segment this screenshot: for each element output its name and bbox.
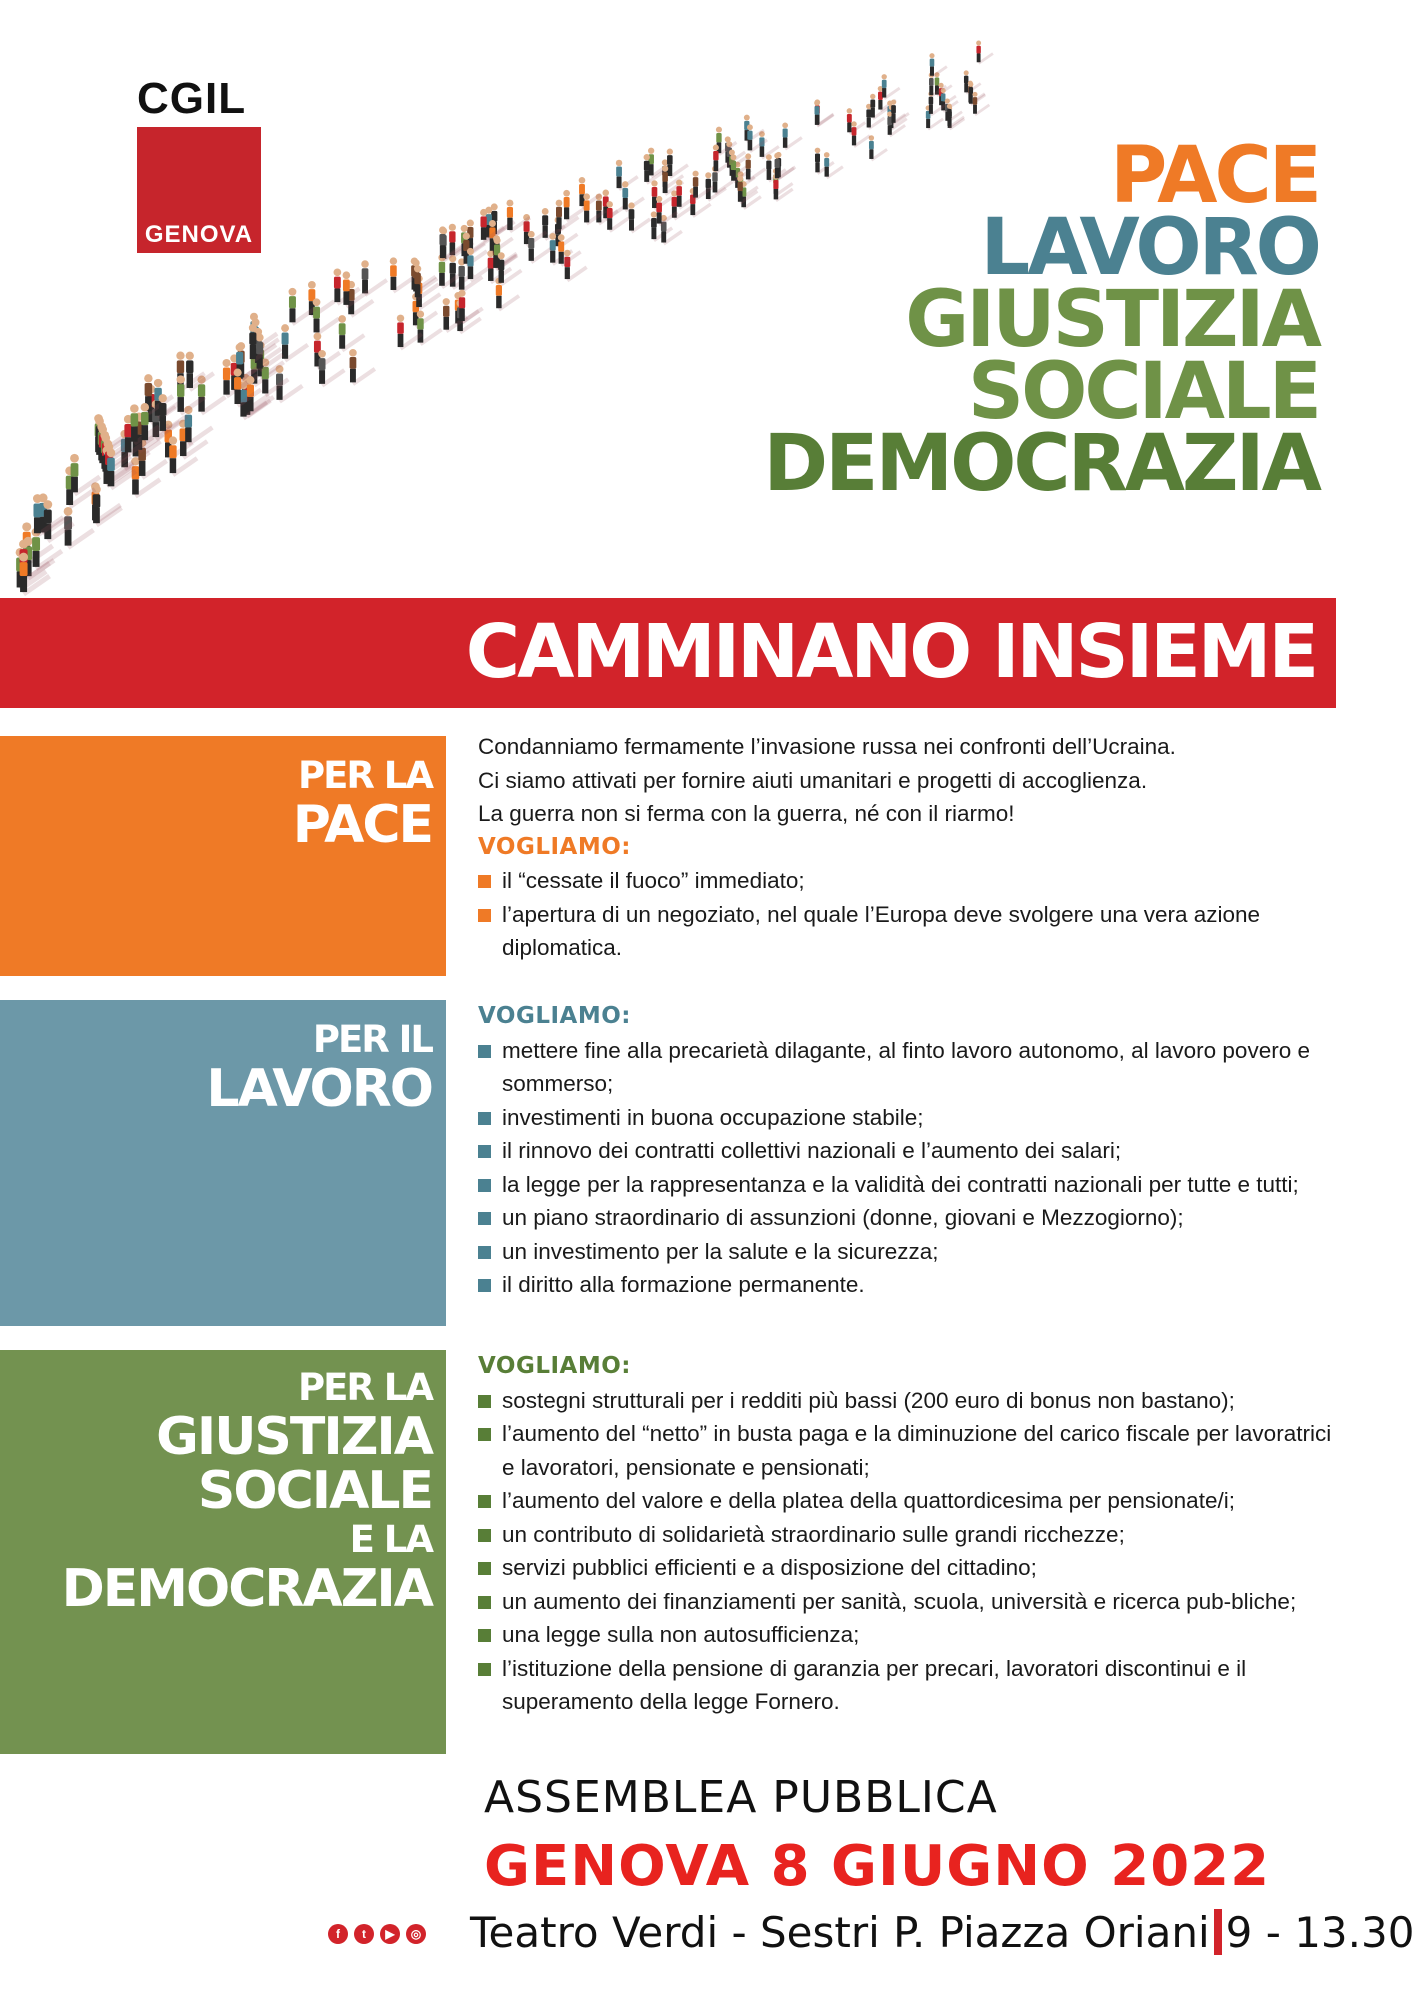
giustizia-label-small: E LA bbox=[349, 1518, 432, 1561]
pace-intro-line: Ci siamo attivati per fornire aiuti umanitari e progetti di accoglienza. bbox=[478, 767, 1148, 793]
crowd-figure bbox=[313, 298, 339, 334]
twitter-icon[interactable]: t bbox=[354, 1924, 374, 1944]
event-date: GENOVA 8 GIUGNO 2022 bbox=[484, 1834, 1271, 1899]
section-giustizia-block bbox=[0, 1350, 446, 1754]
lavoro-list bbox=[478, 1034, 1338, 1302]
list-item bbox=[478, 1484, 1338, 1518]
bullet-square-icon bbox=[478, 1279, 491, 1292]
list-item-text: un aumento dei finanziamenti per sanità, scuola, università e ricerca pub-bliche; bbox=[502, 1588, 1297, 1614]
list-item-text: il “cessate il fuoco” immediato; bbox=[502, 868, 805, 893]
bullet-square-icon bbox=[478, 1562, 491, 1575]
assembly-label: ASSEMBLEA PUBBLICA bbox=[484, 1772, 998, 1823]
banner-title: CAMMINANO INSIEME bbox=[465, 609, 1316, 695]
slogan-pace: PACE bbox=[1110, 131, 1319, 221]
crowd-figure bbox=[65, 466, 95, 507]
venue-divider bbox=[1214, 1909, 1222, 1955]
lavoro-label-big: LAVORO bbox=[206, 1059, 432, 1119]
giustizia-label-big: DEMOCRAZIA bbox=[61, 1559, 432, 1619]
pace-label bbox=[292, 754, 432, 855]
crowd-figure bbox=[628, 202, 650, 232]
pace-list bbox=[478, 864, 1338, 965]
list-item-text: una legge sulla non autosufficienza; bbox=[502, 1622, 860, 1647]
bullet-square-icon bbox=[478, 1179, 491, 1192]
list-item bbox=[478, 898, 1338, 965]
bullet-square-icon bbox=[478, 875, 491, 888]
bullet-square-icon bbox=[478, 1495, 491, 1508]
giustizia-list bbox=[478, 1384, 1338, 1719]
bullet-square-icon bbox=[478, 1428, 491, 1441]
crowd-figure bbox=[361, 260, 387, 295]
list-item bbox=[478, 1235, 1338, 1269]
section-giustizia-text bbox=[478, 1350, 1338, 1719]
list-item-text: l’istituzione della pensione di garanzia per precari, lavoratori discontinui e il superamento della legge Fornero. bbox=[502, 1655, 1247, 1714]
list-item bbox=[478, 1384, 1338, 1418]
pace-label-big: PACE bbox=[292, 795, 432, 855]
crowd-figure bbox=[281, 324, 308, 360]
bullet-square-icon bbox=[478, 1596, 491, 1609]
instagram-icon[interactable]: ◎ bbox=[406, 1924, 426, 1944]
list-item bbox=[478, 1618, 1338, 1652]
list-item-text: investimenti in buona occupazione stabile; bbox=[502, 1104, 924, 1130]
crowd-figure bbox=[349, 349, 375, 384]
venue-line bbox=[470, 1908, 1414, 1957]
lavoro-vogliamo: VOGLIAMO: bbox=[478, 1003, 631, 1029]
list-item-text: mettere fine alla precarietà dilagante, al finto lavoro autonomo, al lavoro povero e sommerso; bbox=[502, 1037, 1310, 1096]
lavoro-label bbox=[206, 1018, 432, 1119]
bullet-square-icon bbox=[478, 909, 491, 922]
giustizia-label bbox=[61, 1366, 432, 1619]
crowd-figure bbox=[186, 352, 214, 390]
list-item-text: un piano straordinario di assunzioni (donne, giovani e Mezzogiorno); bbox=[502, 1205, 1184, 1230]
list-item bbox=[478, 1201, 1338, 1235]
crowd-figure bbox=[338, 315, 364, 350]
event-time: 9 - 13.30 bbox=[1225, 1908, 1414, 1957]
list-item-text: un investimento per la salute e la sicurezza; bbox=[502, 1238, 939, 1264]
slogan-lavoro: LAVORO bbox=[980, 203, 1319, 293]
list-item bbox=[478, 1652, 1338, 1719]
venue-text: Teatro Verdi - Sestri P. Piazza Oriani bbox=[470, 1908, 1210, 1957]
giustizia-label-big: GIUSTIZIA bbox=[156, 1407, 432, 1467]
slogan-sociale: SOCIALE bbox=[967, 347, 1319, 437]
crowd-figure bbox=[814, 100, 833, 126]
list-item bbox=[478, 1585, 1338, 1619]
crowd-figure bbox=[882, 74, 900, 99]
list-item bbox=[478, 1417, 1338, 1484]
crowd-figure bbox=[318, 350, 344, 386]
bullet-square-icon bbox=[478, 1212, 491, 1225]
list-item-text: un contributo di solidarietà straordinario sulle grandi ricchezze; bbox=[502, 1521, 1125, 1547]
bullet-square-icon bbox=[478, 1663, 491, 1676]
list-item bbox=[478, 1034, 1338, 1101]
crowd-figure bbox=[667, 149, 688, 178]
pace-vogliamo: VOGLIAMO: bbox=[478, 833, 631, 860]
facebook-icon[interactable]: f bbox=[328, 1924, 348, 1944]
bullet-square-icon bbox=[478, 1529, 491, 1542]
slogan-stack bbox=[763, 131, 1319, 509]
social-icons bbox=[328, 1924, 426, 1944]
list-item bbox=[478, 1551, 1338, 1585]
section-lavoro-text bbox=[478, 1000, 1338, 1302]
bullet-square-icon bbox=[478, 1246, 491, 1259]
list-item bbox=[478, 864, 1338, 898]
youtube-icon[interactable]: ▶ bbox=[380, 1924, 400, 1944]
list-item bbox=[478, 1268, 1338, 1302]
list-item-text: sostegni strutturali per i redditi più bassi (200 euro di bonus non bastano); bbox=[502, 1387, 1235, 1413]
crowd-figure bbox=[602, 190, 624, 220]
crowd-figure bbox=[976, 41, 993, 64]
lavoro-label-small: PER IL bbox=[312, 1018, 432, 1061]
list-item-text: la legge per la rappresentanza e la validità dei contratti nazionali per tutte e tutti; bbox=[502, 1171, 1299, 1197]
list-item bbox=[478, 1101, 1338, 1135]
logo-name: CGIL bbox=[137, 74, 247, 123]
giustizia-label-big: SOCIALE bbox=[197, 1461, 432, 1521]
list-item-text: l’aumento del valore e della platea della quattordicesima per pensionate/i; bbox=[502, 1488, 1235, 1513]
list-item-text: l’aumento del “netto” in busta paga e la diminuzione del carico fiscale per lavoratrici e lavoratori, pensionate e pensionati; bbox=[502, 1421, 1332, 1480]
slogan-giustizia: GIUSTIZIA bbox=[905, 275, 1319, 365]
crowd-figure bbox=[314, 332, 340, 368]
slogan-democrazia: DEMOCRAZIA bbox=[763, 419, 1319, 509]
section-pace-text bbox=[478, 730, 1338, 965]
list-item bbox=[478, 1134, 1338, 1168]
giustizia-vogliamo: VOGLIAMO: bbox=[478, 1353, 631, 1379]
bullet-square-icon bbox=[478, 1045, 491, 1058]
title-banner bbox=[0, 598, 1336, 708]
list-item bbox=[478, 1518, 1338, 1552]
list-item-text: l’apertura di un negoziato, nel quale l’Europa deve svolgere una vera azione diplomatica. bbox=[502, 901, 1261, 960]
list-item-text: il diritto alla formazione permanente. bbox=[502, 1272, 865, 1297]
logo-sub: GENOVA bbox=[144, 221, 254, 248]
bullet-square-icon bbox=[478, 1395, 491, 1408]
section-lavoro-block bbox=[0, 1000, 446, 1326]
list-item-text: servizi pubblici efficienti e a disposizione del cittadino; bbox=[502, 1555, 1037, 1580]
crowd-figure bbox=[929, 53, 946, 77]
pace-intro-line: La guerra non si ferma con la guerra, né con il riarmo! bbox=[478, 801, 1015, 826]
pace-label-small: PER LA bbox=[298, 754, 432, 797]
section-pace-block bbox=[0, 736, 446, 976]
bullet-square-icon bbox=[478, 1145, 491, 1158]
list-item bbox=[478, 1168, 1338, 1202]
giustizia-label-small: PER LA bbox=[298, 1366, 432, 1409]
bullet-square-icon bbox=[478, 1112, 491, 1125]
bullet-square-icon bbox=[478, 1629, 491, 1642]
pace-intro-line: Condanniamo fermamente l’invasione russa nei confronti dell’Ucraina. bbox=[478, 734, 1176, 759]
list-item-text: il rinnovo dei contratti collettivi nazionali e l’aumento dei salari; bbox=[502, 1138, 1122, 1163]
